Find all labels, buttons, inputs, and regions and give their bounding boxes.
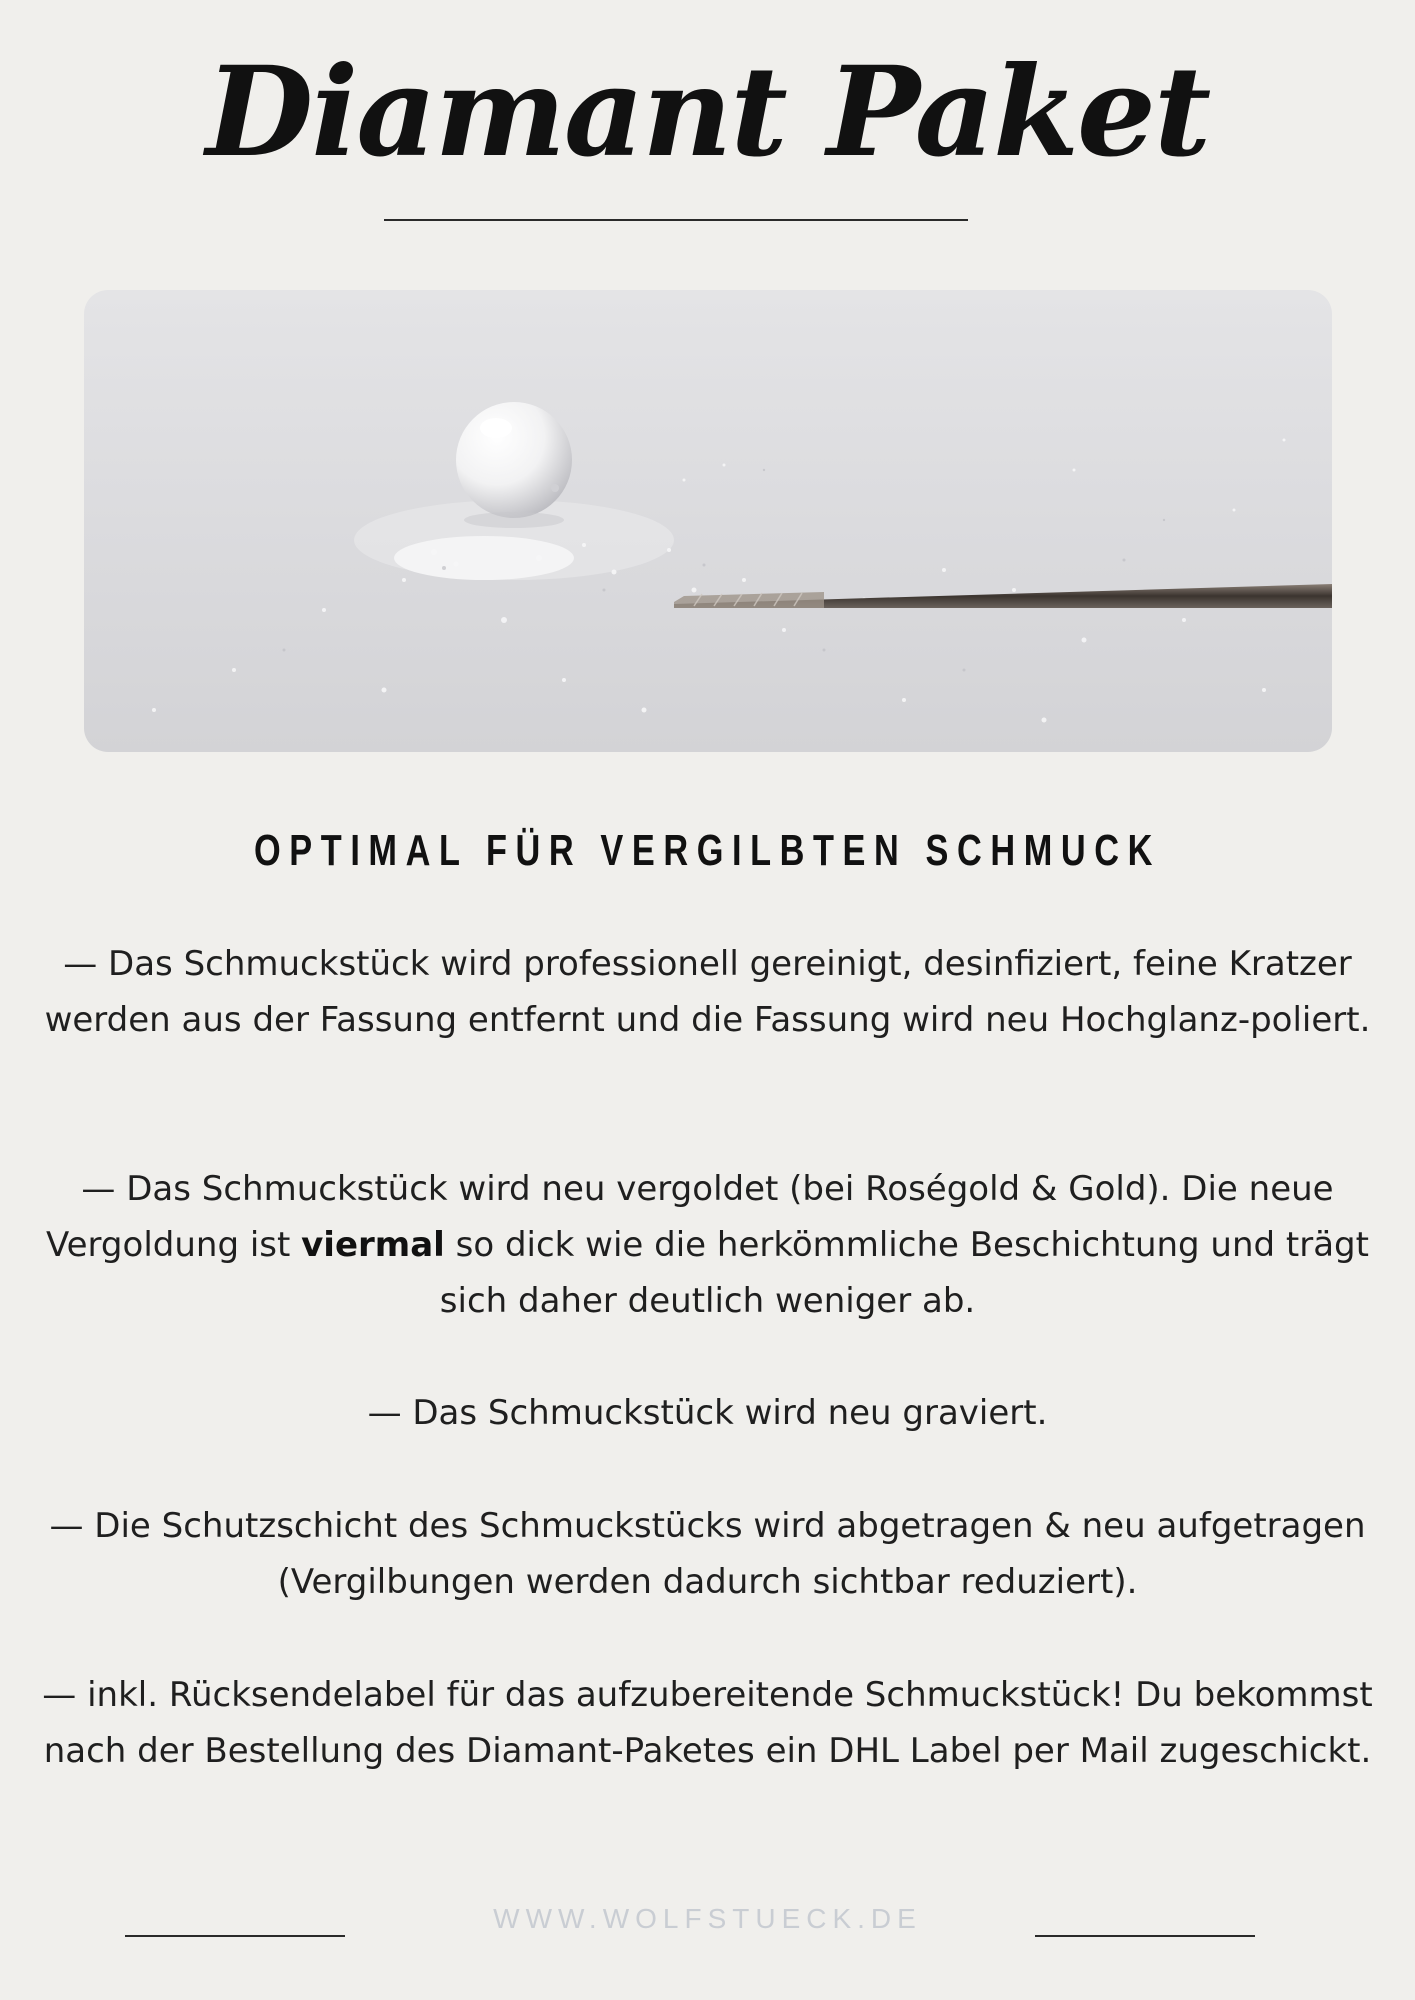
feature-cleaning: — Das Schmuckstück wird professionell gereinigt, desinfiziert, feine Kratzer werden aus der Fassung entfernt und die Fassung wird neu Hochglanz-poliert.: [44, 944, 1371, 1040]
hero-image: [84, 290, 1332, 752]
feature-return-label: — inkl. Rücksendelabel für das aufzubereitende Schmuckstück! Du bekommst nach der Bestellung des Diamant-Paketes ein DHL Label per Mail zugeschickt.: [42, 1675, 1373, 1771]
feature-gilding: [40, 1161, 1375, 1329]
feature-gilding-emphasis: viermal: [301, 1225, 445, 1265]
title-divider: [384, 219, 968, 221]
footer-website-link[interactable]: WWW.WOLFSTUECK.DE: [493, 1903, 922, 1934]
pearl-drill-photo-icon: [84, 290, 1332, 752]
feature-gilding-text-before: — Das Schmuckstück wird neu vergoldet (bei Roségold & Gold). Die neue Vergoldung ist: [46, 1169, 1334, 1265]
section-subtitle: OPTIMAL FÜR VERGILBTEN SCHMUCK: [254, 826, 1161, 875]
footer-divider-right: [1035, 1935, 1255, 1937]
feature-protective-layer: — Die Schutzschicht des Schmuckstücks wird abgetragen & neu aufgetragen (Vergilbungen werden dadurch sichtbar reduziert).: [49, 1506, 1366, 1602]
feature-gilding-text-after: so dick wie die herkömmliche Beschichtung und trägt sich daher deutlich weniger ab.: [439, 1225, 1369, 1321]
feature-engraving: — Das Schmuckstück wird neu graviert.: [367, 1393, 1048, 1433]
page-title: Diamant Paket: [205, 40, 1210, 185]
